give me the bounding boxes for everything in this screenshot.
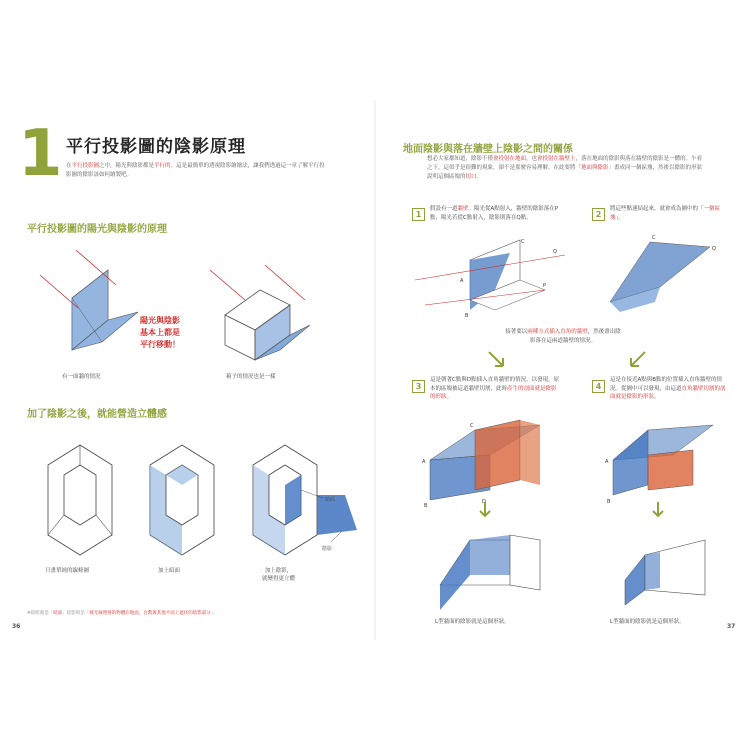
right-intro-paragraph: 想必大家都知道，陰影不僅會投射在地面，也會投射在牆壁上，落在地面的陰影與落在牆壁的陰影是一體的。乍看之下，這似乎是很難的現象，卻不是那麼容易理解。在此要將「地面與陰影」畫成同一個區塊，然後以陰影的形狀說明這個區塊的切口。: [427, 156, 703, 180]
step1-label-q: Q: [553, 249, 557, 255]
section-title-depth: 加了陰影之後，就能營造立體感: [27, 409, 167, 420]
page-number-right: 37: [727, 623, 736, 630]
hexagon-line-figure: [40, 440, 120, 560]
step3-label-c: C: [470, 423, 474, 429]
l-wall-left-diagram: [430, 530, 550, 610]
page-title: 平行投影圖的陰影原理: [66, 137, 246, 157]
footnote: ※陰暗就是「暗面」陰影則是「被光線照射的物體在地面、台階與其他平面上遮住的陰影部分」。: [27, 611, 218, 616]
caption-l-wall-right: L型牆面的陰影就是這個形狀。: [610, 619, 685, 625]
step2-text: 將這些點連結起來，就會成為圖中的「一個區塊」。: [610, 206, 721, 221]
l-wall-right-diagram: [615, 530, 725, 610]
caption-add-shadow: 加上陰影， 就變得更立體: [262, 568, 296, 582]
chapter-number: 1: [18, 117, 63, 191]
page-number-left: 36: [12, 623, 21, 630]
label-shade: 暗面: [325, 497, 336, 503]
caption-box: 箱子的情況也是一樣: [226, 374, 276, 380]
step1-diagram: [415, 235, 565, 325]
step1-label-b: B: [465, 313, 469, 319]
step4-text: 這是在接近A點與B點的位置插入直角牆壁的情況。從圖中可以發現，由這道直角牆壁切割的剖面就是陰影的形狀。: [610, 377, 726, 400]
step4-number: 4: [592, 380, 605, 393]
right-page-title: 地面陰影與落在牆壁上陰影之間的關係: [403, 144, 573, 155]
step3-label-d: D: [482, 499, 486, 505]
hexagon-shadow-figure: [245, 440, 365, 560]
step2-label-q: Q: [712, 246, 716, 252]
step4-label-a: A: [605, 459, 609, 465]
caption-one-wall: 有一面牆的情況: [62, 374, 101, 380]
step3-text: 這是朝著C點與D點插入直角牆壁的情況。以發現，原本的區塊被這道牆壁切割，此時產生的剖面就是陰影的形狀。: [430, 377, 560, 400]
step2-label-c: C: [652, 235, 656, 241]
insert-wall-text: 接著要以兩種方式插入直角的牆壁，然後畫出陰影落在這兩道牆壁的情況。: [505, 329, 621, 344]
arrow-left-icon: [487, 350, 507, 370]
step4-diagram: [603, 415, 743, 510]
arrow-down-right-icon: [650, 500, 666, 520]
step2-number: 2: [592, 208, 605, 221]
arrow-right-icon: [627, 350, 647, 370]
principle-note: 陽光與陰影 基本上都是 平行移動！: [140, 316, 180, 349]
step3-number: 3: [412, 380, 425, 393]
caption-l-wall-left: L型牆面的陰影就是這個形狀。: [435, 619, 510, 625]
step3-diagram: [420, 415, 570, 510]
arrow-down-left-icon: [477, 500, 493, 520]
step1-text: 假設有一道牆壁。陽光從A點射入，牆壁的陰影落在P點，陽光若從C點射入，陰影則落在Q點。: [430, 206, 559, 221]
box-shadow-figure: [205, 265, 345, 365]
caption-add-shade: 加上暗面: [158, 568, 181, 574]
step4-label-b: B: [607, 499, 611, 505]
intro-paragraph: 在平行投影圖之中，陽光與陰影都是平行的。這是最簡單的透視陰影繪繪法，讓我們透過這一章了解平行投影圖的陰影該如何繪製吧。: [66, 163, 325, 178]
step1-label-c: C: [521, 239, 525, 245]
caption-line-drawing: 只畫單純的線條圖: [45, 568, 90, 574]
wall-shadow-figure: [0, 250, 160, 370]
right-page: [375, 0, 750, 750]
step3-label-b: B: [424, 503, 428, 509]
step1-label-p: P: [543, 283, 547, 289]
step3-label-a: A: [422, 459, 426, 465]
section-title-principle: 平行投影圖的陽光與陰影的原理: [27, 224, 167, 235]
step1-number: 1: [412, 208, 425, 221]
hexagon-shade-figure: [142, 440, 222, 560]
step2-diagram: [600, 232, 730, 322]
step1-label-a: A: [460, 278, 464, 284]
label-shadow: 陰影: [322, 546, 333, 552]
